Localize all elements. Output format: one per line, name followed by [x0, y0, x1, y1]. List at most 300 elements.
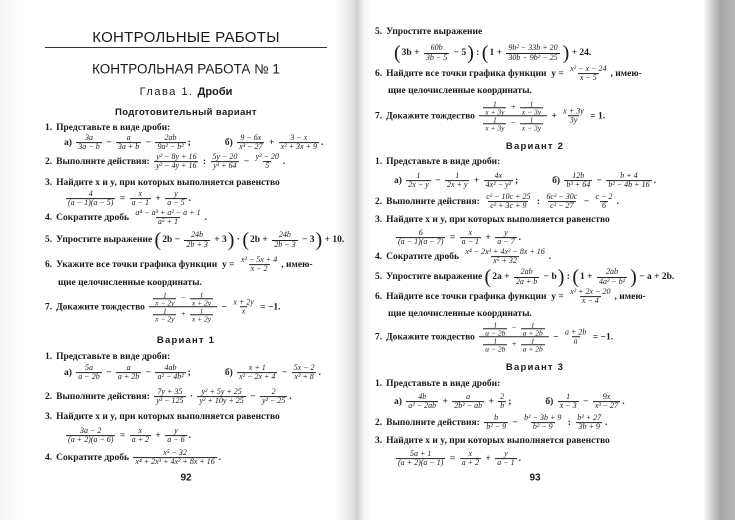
- denominator: x − 4: [581, 296, 599, 306]
- numerator: 1: [529, 115, 534, 125]
- text-run: −: [241, 156, 252, 167]
- denominator: 3y: [569, 115, 578, 125]
- problem-line: [45, 123, 170, 133]
- numerator: 1: [566, 392, 571, 402]
- numerator: 1: [163, 290, 167, 300]
- text-run: .: [204, 212, 207, 223]
- numerator: 4x: [494, 171, 503, 181]
- numerator: y: [504, 449, 508, 459]
- text-run: −: [103, 367, 114, 378]
- text-run: = −1.: [257, 301, 281, 312]
- fraction: [593, 193, 614, 211]
- denominator: y³ + 64: [213, 161, 237, 171]
- fraction: [254, 153, 281, 171]
- text-run: −: [509, 417, 521, 428]
- problem-line: [394, 43, 591, 63]
- text-run: −: [143, 367, 154, 378]
- problem-number: 1.: [45, 122, 53, 133]
- text-run: Представьте в виде дроби:: [56, 351, 171, 362]
- text-run: ( 2b −: [162, 234, 183, 245]
- numerator: 12b: [572, 171, 585, 181]
- text-run: а): [394, 396, 405, 407]
- fraction: [165, 190, 186, 208]
- problem-line: [45, 153, 285, 171]
- fraction: [568, 65, 608, 83]
- denominator: 2x + y: [446, 180, 468, 190]
- fraction: [210, 153, 239, 171]
- denominator: x − 3y: [521, 107, 542, 117]
- numerator: 7y + 35: [157, 387, 183, 397]
- variant-heading: [45, 108, 327, 118]
- fraction: [272, 231, 297, 249]
- text-run: .: [518, 232, 521, 243]
- text-run: Найдите x и y, при которых выполняется равенство: [386, 214, 610, 225]
- text-run: ( 1 +: [489, 47, 505, 58]
- denominator: b² − 4b + 16: [608, 180, 650, 190]
- text-run: +: [153, 430, 164, 441]
- denominator: x − 2: [250, 264, 268, 274]
- text-run: Докажите тождество: [386, 110, 478, 121]
- text-run: −: [432, 175, 443, 186]
- denominator: 2b + 3: [186, 239, 208, 249]
- chapter-heading: [45, 86, 327, 98]
- problem-line: [394, 393, 625, 411]
- parenthesized-expression: [242, 230, 322, 250]
- denominator: 4x² − y²: [485, 180, 511, 190]
- text-run: .: [653, 175, 656, 186]
- text-run: .: [548, 251, 552, 262]
- numerator: x + 3y: [563, 106, 584, 116]
- text-run: −: [581, 196, 592, 207]
- text-run: а): [64, 137, 75, 148]
- fraction: [568, 288, 612, 306]
- denominator: [149, 307, 217, 323]
- problem-number: 1.: [45, 351, 53, 362]
- fraction: [606, 172, 651, 190]
- text-run: а): [394, 175, 405, 186]
- denominator: x − 5: [579, 73, 597, 83]
- fraction: [506, 44, 559, 62]
- text-run: .: [188, 430, 191, 441]
- text-run: ;: [187, 367, 191, 378]
- fraction: [521, 321, 545, 336]
- problem-line: [45, 449, 221, 467]
- text-run: б): [224, 367, 236, 378]
- text-run: ·: [234, 234, 243, 245]
- text-run: − a + 2b.: [636, 271, 675, 282]
- text-run: = −1.: [590, 331, 614, 342]
- problem-line: [375, 248, 551, 266]
- text-run: Выполните действия:: [386, 196, 483, 207]
- problem-line: [64, 427, 191, 445]
- numerator: 2ab: [164, 133, 177, 143]
- numerator: 5a: [85, 363, 93, 373]
- numerator: 2: [271, 387, 276, 397]
- fraction: [479, 321, 549, 353]
- text-run: =: [447, 453, 458, 464]
- text-run: −: [594, 175, 605, 186]
- denominator: a − 1: [461, 237, 480, 247]
- text-run: .: [518, 453, 521, 464]
- denominator: a − 2b: [78, 372, 100, 382]
- text-run: Найдите все точки графика функции y =: [386, 291, 567, 302]
- denominator: b³ + 64: [566, 180, 591, 190]
- numerator: 2: [500, 392, 505, 402]
- text-run: .: [218, 452, 222, 463]
- text-run: Представьте в виде дроби:: [56, 122, 171, 133]
- denominator: x: [241, 306, 246, 316]
- problem-line: [45, 209, 207, 227]
- problem-line: [64, 134, 323, 152]
- text-run: −: [103, 137, 114, 148]
- numerator: b³ + 27: [577, 413, 602, 423]
- denominator: (a + 2)(a − 1): [398, 458, 444, 468]
- text-run: Найдите x и y, при которых выполняется равенство: [56, 177, 280, 188]
- problem-line: [64, 190, 191, 208]
- problem-line: [394, 229, 521, 247]
- denominator: a + 2: [131, 435, 150, 445]
- title-rule: [45, 47, 327, 48]
- numerator: a: [466, 392, 471, 402]
- parenthesized-expression: [482, 43, 569, 63]
- fraction: [133, 449, 216, 467]
- text-run: Докажите тождество: [386, 331, 478, 342]
- numerator: x + 1: [248, 363, 266, 373]
- numerator: 2ab: [520, 267, 533, 277]
- problem-number: 4.: [45, 452, 53, 463]
- numerator: 1: [493, 336, 498, 346]
- denominator: a − 5: [167, 198, 185, 208]
- page-number: [45, 473, 327, 484]
- text-run: , имею-: [281, 259, 313, 270]
- numerator: x⁵ − 32: [163, 448, 187, 458]
- denominator: c² + 3c + 9: [490, 201, 527, 211]
- problem-number: 7.: [375, 331, 383, 342]
- fraction: [522, 414, 563, 432]
- numerator: 3a: [85, 133, 93, 143]
- numerator: 6c² − 30c: [546, 192, 578, 202]
- numerator: 5y − 20: [212, 152, 238, 162]
- problem-number: 6.: [375, 68, 383, 79]
- fraction: [237, 364, 277, 382]
- fraction: [239, 256, 279, 274]
- numerator: 1: [493, 99, 497, 109]
- fraction: [66, 190, 115, 208]
- problem-number: 4.: [375, 251, 383, 262]
- numerator: 1: [416, 171, 421, 181]
- denominator: a: [573, 336, 578, 346]
- text-run: .: [282, 156, 286, 167]
- numerator: 3a − 2: [80, 426, 102, 436]
- fraction: [483, 338, 507, 353]
- fraction: [575, 414, 603, 432]
- fraction: [190, 308, 213, 323]
- denominator: x − 2y: [155, 314, 175, 324]
- problem-line: [45, 230, 344, 250]
- fraction: [597, 268, 627, 286]
- numerator: 4b: [418, 392, 427, 402]
- text-run: +: [483, 453, 494, 464]
- text-run: б): [552, 175, 563, 186]
- text-run: Упростите выражение: [56, 234, 155, 245]
- numerator: 2ab: [606, 267, 619, 277]
- numerator: c − 2: [595, 192, 613, 202]
- numerator: 1: [199, 290, 204, 300]
- denominator: a⁵ + 1: [157, 217, 179, 227]
- text-run: =: [447, 232, 458, 243]
- numerator: x + 2y: [233, 297, 254, 307]
- denominator: y³ − 125: [156, 396, 184, 406]
- parenthesized-expression: [485, 267, 565, 287]
- numerator: 6: [418, 228, 423, 238]
- text-run: Найдите x и y, при которых выполняется равенство: [56, 411, 280, 422]
- text-run: + 10.: [322, 234, 345, 245]
- problem-line: [45, 256, 313, 274]
- text-run: +: [508, 102, 518, 112]
- text-run: .: [605, 417, 608, 428]
- numerator: b: [494, 413, 499, 423]
- denominator: a² − 4b²: [157, 372, 184, 382]
- denominator: 2b − 3: [274, 239, 296, 249]
- denominator: a − 1: [131, 198, 150, 208]
- text-run: +: [549, 110, 560, 121]
- denominator: a − 6: [167, 435, 185, 445]
- text-run: Докажите тождество: [56, 301, 148, 312]
- text-run: +: [486, 396, 497, 407]
- problem-line: [375, 288, 646, 306]
- denominator: x + 3y: [485, 107, 505, 117]
- denominator: (a − 1)(a − 7): [398, 237, 444, 247]
- denominator: [479, 116, 547, 132]
- fraction: [563, 328, 588, 346]
- problem-number: 2.: [45, 391, 53, 402]
- fraction: [396, 229, 445, 247]
- problem-number: 5.: [375, 271, 383, 282]
- denominator: a − 7: [497, 237, 515, 247]
- denominator: a² − 2ab: [408, 401, 437, 411]
- fraction: [279, 134, 319, 152]
- problem-number: 7.: [45, 301, 53, 312]
- numerator: y² + 5y + 25: [201, 387, 242, 397]
- fraction: [495, 450, 516, 468]
- problem-line: [375, 215, 610, 225]
- text-run: ( 3b +: [401, 47, 422, 58]
- problem-line: [375, 267, 674, 287]
- title-heading: [45, 30, 327, 47]
- denominator: a + 2b: [522, 344, 543, 354]
- text-run: +: [509, 339, 519, 349]
- text-run: а): [64, 367, 75, 378]
- denominator: x + 2y: [191, 298, 212, 308]
- fraction: [190, 291, 213, 306]
- text-run: б): [224, 137, 236, 148]
- problem-number: 3.: [45, 411, 53, 422]
- numerator: a: [126, 363, 131, 373]
- problem-line: [375, 321, 613, 353]
- fraction: [484, 172, 513, 190]
- text-run: Сократите дробь: [56, 212, 132, 223]
- numerator: x: [138, 189, 143, 199]
- text-run: − 5: [451, 47, 467, 58]
- problem-number: 3.: [375, 214, 383, 225]
- text-run: Представьте в виде дроби:: [386, 156, 501, 167]
- text-run: Сократите дробь: [386, 251, 462, 262]
- text-run: щие целочисленные координаты.: [58, 277, 202, 288]
- problem-line: [388, 86, 532, 96]
- fraction: [495, 229, 516, 247]
- numerator: 3 − x: [290, 133, 308, 143]
- problem-number: 7.: [375, 110, 383, 121]
- text-run: :: [200, 156, 209, 167]
- fraction: [484, 414, 508, 432]
- text-run: ·: [187, 391, 196, 402]
- denominator: b: [500, 401, 505, 411]
- denominator: x + 2y: [191, 314, 212, 324]
- fraction: [260, 388, 287, 406]
- numerator: 9 − 6x: [240, 133, 262, 143]
- text-run: + 3: [211, 234, 227, 245]
- denominator: 2b² − ab: [454, 401, 483, 411]
- fraction: [76, 134, 101, 152]
- chapter-label: Глава 1.: [139, 85, 194, 98]
- problem-number: 2.: [375, 196, 383, 207]
- text-run: =: [117, 430, 128, 441]
- text-run: .: [188, 193, 191, 204]
- denominator: [479, 337, 549, 353]
- denominator: 9a² − b²: [157, 142, 184, 152]
- denominator: c³ − 27: [550, 201, 574, 211]
- text-run: Выполните действия:: [56, 156, 153, 167]
- fraction: [498, 393, 506, 411]
- numerator: x² − 5x + 4: [240, 255, 278, 265]
- text-run: , имею-: [610, 68, 642, 79]
- denominator: x⁴ + 2x³ + 4x² + 8x + 16: [135, 457, 215, 467]
- text-run: +: [440, 396, 451, 407]
- fraction: [445, 172, 470, 190]
- text-run: .: [320, 137, 324, 148]
- text-run: , имею-: [614, 291, 646, 302]
- heading-text: 92: [180, 472, 192, 484]
- text-run: .: [289, 391, 292, 402]
- fraction: [479, 100, 547, 132]
- fraction: [116, 134, 141, 152]
- problem-line: [375, 414, 607, 432]
- text-run: +: [471, 175, 482, 186]
- numerator: x: [468, 449, 473, 459]
- fraction: [292, 364, 317, 382]
- problem-line: [394, 172, 656, 190]
- denominator: a + 2b: [522, 328, 543, 338]
- problem-line: [375, 27, 482, 37]
- denominator: x + 3y: [485, 123, 505, 133]
- text-run: = 1.: [587, 110, 606, 121]
- denominator: x³ + 8: [294, 372, 314, 382]
- denominator: 5: [265, 161, 270, 171]
- fraction: [130, 427, 151, 445]
- text-run: −: [143, 137, 154, 148]
- problem-number: 1.: [375, 156, 383, 167]
- numerator: 9b² − 33b + 20: [508, 43, 558, 53]
- problem-number: 6.: [375, 291, 383, 302]
- numerator: x² + 2x − 20: [570, 287, 611, 297]
- denominator: x² − 2x + 4: [239, 372, 276, 382]
- heading-text: КОНТРОЛЬНЫЕ РАБОТЫ: [92, 28, 280, 46]
- text-run: Выполните действия:: [386, 417, 483, 428]
- problem-number: 3.: [45, 177, 53, 188]
- text-run: =: [117, 193, 128, 204]
- text-run: +: [153, 193, 164, 204]
- work-heading: [45, 63, 327, 78]
- numerator: 1: [163, 306, 167, 316]
- denominator: b² − 9: [486, 422, 506, 432]
- parenthesized-expression: [394, 43, 474, 63]
- text-run: б): [545, 396, 556, 407]
- text-run: Представьте в виде дроби:: [386, 378, 501, 389]
- problem-line: [64, 364, 321, 382]
- fraction: [483, 100, 506, 115]
- heading-text: Вариант 2: [505, 140, 565, 152]
- text-run: Выполните действия:: [56, 391, 153, 402]
- fraction: [460, 450, 481, 468]
- fraction: [396, 450, 445, 468]
- page-number: [375, 473, 695, 484]
- fraction: [154, 153, 198, 171]
- numerator: [479, 100, 547, 115]
- problem-number: 2.: [375, 417, 383, 428]
- problem-line: [45, 291, 280, 323]
- denominator: (a − 1)(a − 5): [68, 198, 114, 208]
- fraction: [514, 268, 539, 286]
- numerator: 1: [530, 336, 535, 346]
- numerator: 1: [199, 306, 204, 316]
- text-run: Упростите выражение: [386, 26, 483, 37]
- problem-line: [45, 412, 280, 422]
- parenthesized-expression: [572, 267, 636, 287]
- fraction: [66, 427, 115, 445]
- text-run: ( 2a +: [492, 271, 512, 282]
- text-run: Найдите все точки графика функции y =: [386, 68, 567, 79]
- problem-line: [45, 388, 292, 406]
- fraction: [231, 298, 256, 316]
- text-run: −: [509, 323, 519, 333]
- fraction: [133, 209, 202, 227]
- fraction: [406, 172, 431, 190]
- fraction: [155, 364, 185, 382]
- denominator: y² + 10y + 25: [199, 396, 244, 406]
- denominator: y² − 4y + 16: [156, 161, 197, 171]
- denominator: a − 1: [497, 458, 515, 468]
- fraction: [130, 190, 151, 208]
- problem-number: 2.: [45, 156, 53, 167]
- denominator: 4a² − b²: [598, 276, 626, 286]
- text-run: − b: [541, 271, 557, 282]
- text-run: − 3: [299, 234, 315, 245]
- text-run: щие целочисленные координаты.: [388, 308, 532, 319]
- text-run: :: [473, 47, 482, 58]
- denominator: (a + 2)(a − 6): [68, 435, 114, 445]
- fraction: [593, 393, 620, 411]
- fraction: [463, 248, 546, 266]
- problem-number: 6.: [45, 259, 53, 270]
- fraction: [116, 364, 141, 382]
- numerator: 24b: [278, 230, 291, 240]
- text-run: ( 1 +: [580, 271, 595, 282]
- text-run: −: [279, 367, 290, 378]
- denominator: x − 3: [559, 401, 577, 411]
- numerator: y² − 20: [255, 152, 279, 162]
- fraction: [155, 134, 185, 152]
- heading-text: Вариант 1: [156, 334, 216, 346]
